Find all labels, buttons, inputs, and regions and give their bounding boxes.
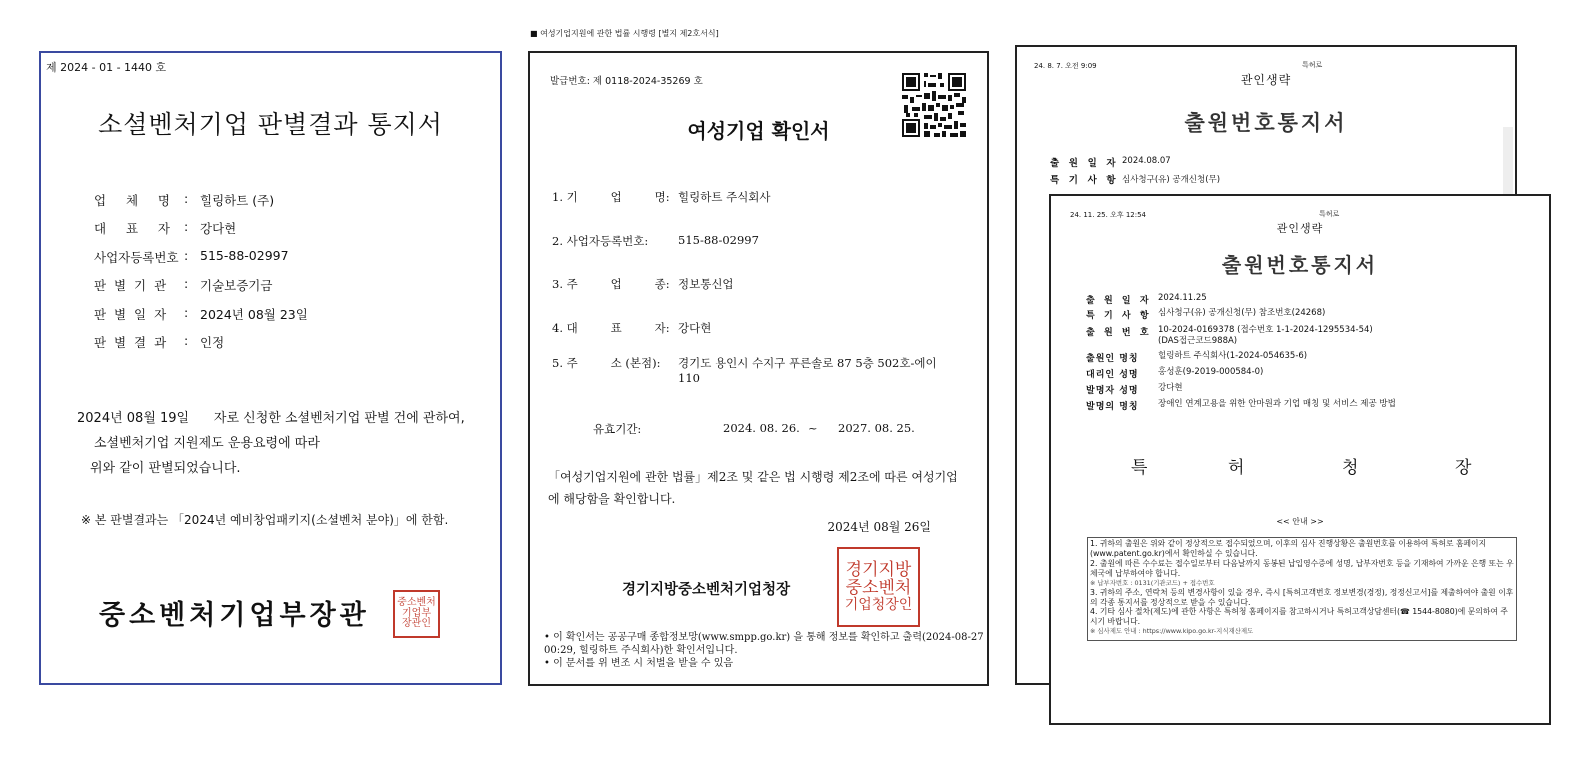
field-label: 발명자 성명 — [1086, 386, 1139, 396]
seal-line: 중소벤처 — [845, 577, 912, 598]
field-value: 강다현 — [1158, 383, 1183, 393]
office-char: 특 — [1131, 458, 1148, 478]
item-label: 5. 주 소 (본점): — [552, 356, 661, 370]
footnote-line: • 이 확인서는 공공구매 종합정보망(www.smpp.go.kr) 을 통해 정보를 확인하고 출력(2024-08-27 00:29, 힐링하트 주식회사)한 확인서입니다. — [544, 632, 984, 656]
validity-end: 2027. 08. 25. — [838, 421, 915, 435]
body-line: 위와 같이 판별되었습니다. — [90, 461, 241, 476]
field-row — [94, 333, 224, 351]
notice-item: 3. 귀하의 주소, 연락처 등의 변경사항이 있을 경우, 즉시 [특허고객번호 정보변경(경정), 정정신고서]를 제출하여야 출원 이후의 각종 통지서를 정상적으로 받을 수 있습니다. — [1090, 587, 1514, 607]
item-value: 힐링하트 주식회사 — [678, 190, 771, 204]
field-row — [1086, 351, 1307, 364]
validity-period — [593, 421, 915, 437]
field-colon: : — [184, 219, 189, 234]
field-value: 515-88-02997 — [200, 248, 289, 263]
field-colon: : — [184, 276, 189, 291]
field-value: 강다현 — [200, 221, 237, 236]
office-char: 청 — [1342, 458, 1359, 478]
form-header-note: ■ 여성기업지원에 관한 법률 시행령 [별지 제2호서식] — [530, 29, 719, 38]
field-value: 2024.08.07 — [1122, 156, 1171, 166]
scope-note: ※ 본 판별결과는 「2024년 예비창업패키지(소셜벤처 분야)」에 한함. — [81, 513, 449, 527]
office-char: 허 — [1228, 458, 1245, 478]
footnote — [544, 631, 984, 670]
field-value: 심사청구(유) 공개신청(무) 참조번호(24268) — [1158, 308, 1326, 318]
item-row — [552, 355, 953, 385]
field-row — [1050, 172, 1220, 186]
female-business-certificate — [528, 51, 989, 686]
item-value: 515-88-02997 — [678, 233, 759, 247]
field-value-line: 10-2024-0169378 (접수번호 1-1-2024-1295534-54) — [1158, 325, 1373, 335]
official-seal — [393, 590, 440, 638]
field-colon: : — [184, 305, 189, 320]
notice-item: 2. 출원에 따른 수수료는 접수일로부터 다음날까지 동봉된 납입영수증에 성명, 납부자번호 등을 기재하여 가까운 은행 또는 우체국에 납부하여야 합니다. — [1090, 558, 1514, 578]
item-value: 경기도 용인시 수지구 푸른솔로 87 5층 502호-에이110 — [678, 356, 937, 385]
doc-number: 제 2024 - 01 - 1440 호 — [46, 61, 167, 74]
field-value: 심사청구(유) 공개신청(무) — [1122, 175, 1221, 185]
field-row — [1050, 155, 1171, 169]
field-row — [1086, 308, 1325, 321]
field-value: 2024년 08월 23일 — [200, 307, 308, 322]
field-label: 출 원 번 호 — [1086, 328, 1150, 338]
field-value — [1158, 325, 1373, 347]
item-label: 4. 대 표 자: — [552, 321, 670, 335]
item-label: 2. 사업자등록번호: — [552, 234, 649, 248]
notice-box — [1087, 537, 1517, 641]
body-line: 2024년 08월 19일 자로 신청한 소셜벤처기업 판별 건에 관하여, — [77, 411, 465, 426]
validity-start: 2024. 08. 26. — [723, 421, 800, 435]
field-colon: : — [184, 333, 189, 348]
site-name: 특허로 — [1302, 61, 1323, 69]
field-value: 힐링하트 주식회사(1-2024-054635-6) — [1158, 351, 1308, 361]
field-value: 인정 — [200, 335, 225, 350]
field-row — [1086, 383, 1183, 396]
validity-label: 유효기간: — [593, 422, 642, 436]
field-label: 출원인 명칭 — [1086, 354, 1139, 364]
field-row — [1086, 399, 1396, 412]
seal-line: 장관인 — [402, 618, 431, 630]
doc-title: 소셜벤처기업 판별결과 통지서 — [98, 110, 443, 139]
official-seal — [837, 547, 920, 627]
seal-omitted-label: 관인생략 — [1240, 73, 1292, 87]
field-value: 홍성훈(9-2019-000584-0) — [1158, 367, 1264, 377]
issue-date: 2024년 08월 26일 — [827, 520, 931, 534]
footnote-line: • 이 문서를 위 변조 시 처벌을 받을 수 있음 — [544, 658, 734, 669]
item-row — [552, 276, 953, 292]
field-value: 힐링하트 (주) — [200, 193, 275, 208]
seal-line: 경기지방 — [845, 559, 912, 580]
item-value: 강다현 — [678, 321, 712, 335]
issuer-name: 경기지방중소벤처기업청장 — [622, 581, 791, 598]
field-label: 업 체 명 — [94, 193, 170, 208]
validity-separator: ~ — [808, 421, 818, 435]
print-timestamp: 24. 11. 25. 오후 12:54 — [1070, 211, 1146, 219]
seal-line: 중소벤처 — [397, 597, 436, 609]
field-value: 2024.11.25 — [1158, 293, 1207, 303]
doc-title: 여성기업 확인서 — [687, 119, 830, 143]
confirmation-statement: 「여성기업지원에 관한 법률」제2조 및 같은 법 시행령 제2조에 따른 여성기업에 해당함을 확인합니다. — [548, 470, 958, 506]
field-value: 장애인 연계고용을 위한 안마원과 기업 매칭 및 서비스 제공 방법 — [1158, 399, 1396, 409]
doc-title: 출원번호통지서 — [1221, 253, 1379, 277]
field-label: 대 표 자 — [94, 221, 170, 236]
field-label: 특 기 사 항 — [1086, 311, 1150, 321]
field-label: 발명의 명칭 — [1086, 402, 1139, 412]
field-row — [1086, 367, 1263, 380]
social-venture-result-notice — [39, 51, 502, 685]
field-label: 판 별 결 과 — [94, 335, 167, 350]
item-label: 3. 주 업 종: — [552, 277, 670, 291]
field-label: 판 별 일 자 — [94, 307, 167, 322]
field-label: 대리인 성명 — [1086, 370, 1139, 380]
guide-heading: << 안내 >> — [1276, 517, 1324, 526]
field-label: 특 기 사 항 — [1050, 175, 1117, 186]
doc-title: 출원번호통지서 — [1184, 111, 1348, 135]
field-colon: : — [184, 191, 189, 206]
field-label: 사업자등록번호 — [94, 250, 179, 265]
notice-subnote: ※ 납부자번호 : 0131(기관코드) + 접수번호 — [1090, 578, 1215, 587]
field-colon: : — [184, 248, 189, 263]
notice-item: 4. 기타 심사 절차(제도)에 관한 사항은 특허청 홈페이지를 참고하시거나 특허고객상담센터(☎ 1544-8080)에 문의하여 주시기 바랍니다. — [1090, 607, 1508, 627]
item-value: 정보통신업 — [678, 277, 734, 291]
issue-number: 발급번호: 제 0118-2024-35269 호 — [550, 76, 703, 87]
field-row — [94, 248, 289, 266]
notice-subnote: ※ 심사제도 안내 : https://www.kipo.go.kr-지식재산제도 — [1090, 627, 1254, 636]
field-row — [94, 191, 274, 209]
office-char: 장 — [1455, 458, 1472, 478]
field-value-line: (DAS접근코드988A) — [1158, 336, 1238, 346]
site-name: 특허로 — [1319, 210, 1340, 218]
field-label: 출 원 일 자 — [1086, 296, 1150, 306]
field-label: 출 원 일 자 — [1050, 158, 1117, 169]
seal-omitted-label: 관인생략 — [1276, 222, 1324, 235]
field-row — [94, 276, 272, 294]
scrollbar[interactable] — [1503, 127, 1513, 197]
field-row — [1086, 325, 1373, 347]
item-row — [552, 233, 953, 249]
print-timestamp: 24. 8. 7. 오전 9:09 — [1034, 62, 1097, 70]
notice-item: 1. 귀하의 출원은 위와 같이 정상적으로 접수되었으며, 이후의 심사 진행상황은 출원번호를 이용하여 특허로 홈페이지(www.patent.go.kr)에서 확인하실 수 있습니다. — [1090, 539, 1487, 558]
issuer-name: 중소벤처기업부장관 — [99, 600, 370, 631]
item-row — [552, 189, 953, 205]
item-row — [552, 320, 953, 336]
field-row — [94, 305, 308, 323]
seal-line: 기업청장인 — [844, 596, 913, 613]
body-line: 소셜벤처기업 지원제도 운용요령에 따라 — [94, 436, 320, 451]
field-value: 기술보증기금 — [200, 278, 273, 293]
item-label: 1. 기 업 명: — [552, 190, 670, 204]
field-label: 판 별 기 관 — [94, 278, 167, 293]
seal-line: 기업부 — [402, 607, 431, 619]
field-row — [94, 219, 236, 237]
patent-application-notice — [1049, 194, 1551, 725]
field-row — [1086, 293, 1207, 306]
